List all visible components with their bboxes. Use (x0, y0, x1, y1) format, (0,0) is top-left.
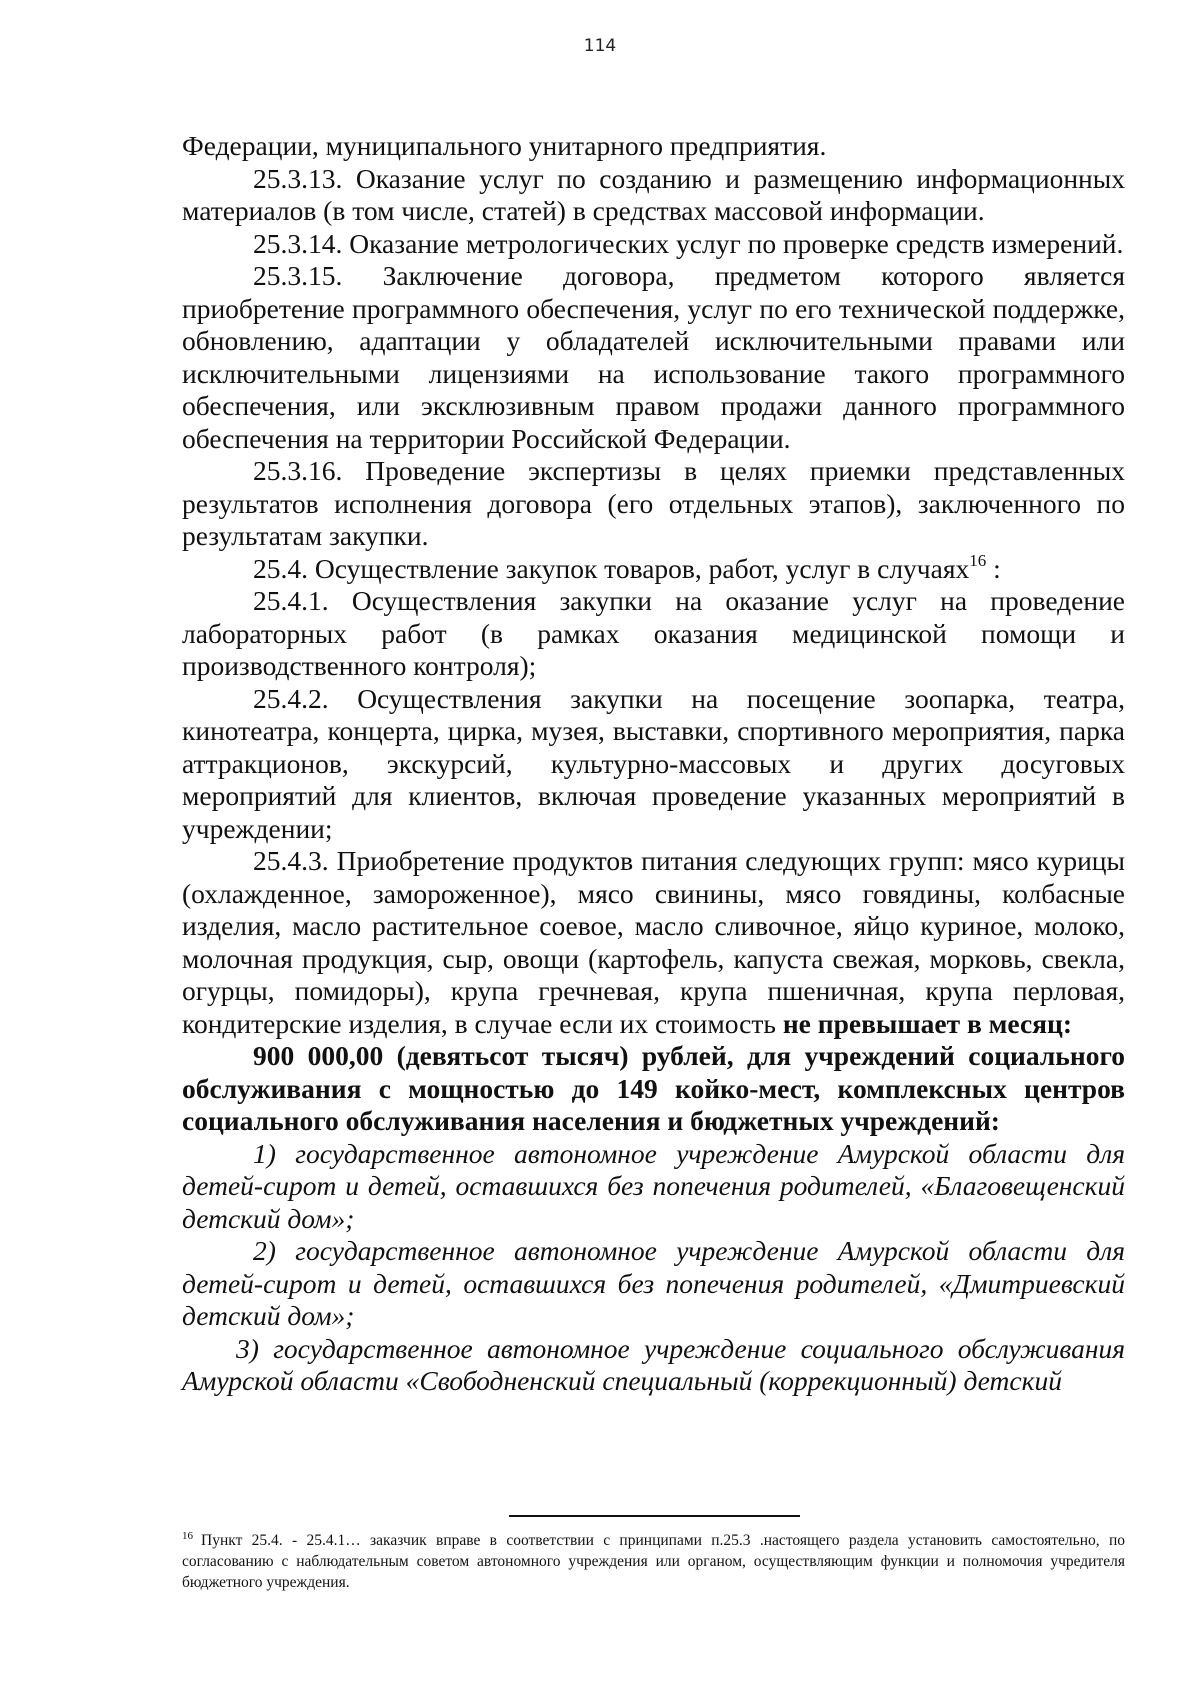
footnote-separator (509, 1515, 800, 1517)
paragraph-25-4-3-bold: не превышает в месяц: (782, 1007, 1073, 1039)
document-body (182, 130, 1125, 1398)
list-item-1: 1) государственное автономное учреждение Амурской области для детей-сирот и детей, оставшихся без попечения родителей, «Благовещенский детский дом»; (182, 1137, 1125, 1234)
list-item-3: 3) государственное автономное учреждение социального обслуживания Амурской области «Свободненский специальный (коррекционный) детский (182, 1332, 1125, 1396)
paragraph-25-4-tail: : (986, 552, 1001, 584)
footnote-text: Пункт 25.4. - 25.4.1… заказчик вправе в соответствии с принципами п.25.3 .настоящего раздела установить самостоятельно, по согласованию с наблюдательным советом автономного учреждения или органом, осуществляющим функции и полномочия учредителя бюджетного учреждения. (182, 1532, 1125, 1591)
page-number: 114 (583, 36, 617, 56)
paragraph-25-4-2: 25.4.2. Осуществления закупки на посещение зоопарка, театра, кинотеатра, концерта, цирка, музея, выставки, спортивного мероприятия, парка аттракционов, экскурсий, культурно-массовых и других досуговых мероприятий для клиентов, включая проведение указанных мероприятий в учреждении; (182, 682, 1125, 844)
footnote-marker: 16 (182, 1530, 193, 1542)
paragraph-25-4 (182, 550, 1125, 586)
paragraph-25-4-1: 25.4.1. Осуществления закупки на оказание услуг на проведение лабораторных работ (в рамках оказания медицинской помощи и производственного контроля); (182, 585, 1125, 681)
list-item-2: 2) государственное автономное учреждение Амурской области для детей-сирот и детей, оставшихся без попечения родителей, «Дмитриевский детский дом»; (182, 1235, 1125, 1331)
paragraph-25-4-3-text: 25.4.3. Приобретение продуктов питания следующих групп: мясо курицы (охлажденное, замороженное), мясо свинины, мясо говядины, колбасные изделия, масло растительное соевое, масло сливочное, яйцо куриное, молоко, молочная продукция, сыр, овощи (картофель, капуста свежая, морковь, свекла, огурцы, помидоры), крупа гречневая, крупа пшеничная, крупа перловая, кондитерские изделия, в случае если их стоимость (182, 845, 1125, 1039)
paragraph-25-3-16: 25.3.16. Проведение экспертизы в целях приемки представленных результатов исполнения договора (его отдельных этапов), заключенного по результатам закупки. (182, 455, 1125, 551)
paragraph-25-4-3 (182, 845, 1125, 1040)
paragraph-25-3-13: 25.3.13. Оказание услуг по созданию и размещению информационных материалов (в том числе, статей) в средствах массовой информации. (182, 162, 1125, 226)
paragraph-25-3-14: 25.3.14. Оказание метрологических услуг по проверке средств измерений. (253, 227, 1124, 259)
paragraph-25-4-text: 25.4. Осуществление закупок товаров, работ, услуг в случаях (253, 552, 970, 584)
paragraph-limit-amount: 900 000,00 (девятьсот тысяч) рублей, для учреждений социального обслуживания с мощностью до 149 койко-мест, комплексных центров социального обслуживания населения и бюджетных учреждений: (182, 1040, 1125, 1136)
paragraph-25-3-15: 25.3.15. Заключение договора, предметом которого является приобретение программного обеспечения, услуг по его технической поддержке, обновлению, адаптации у обладателей исключительными правами или исключительными лицензиями на использование такого программного обеспечения, или эксклюзивным правом продажи данного программного обеспечения на территории Российской Федерации. (182, 260, 1125, 454)
footnote (182, 1530, 1125, 1593)
paragraph-continuation: Федерации, муниципального унитарного предприятия. (182, 130, 827, 161)
footnote-reference[interactable]: 16 (969, 550, 987, 570)
